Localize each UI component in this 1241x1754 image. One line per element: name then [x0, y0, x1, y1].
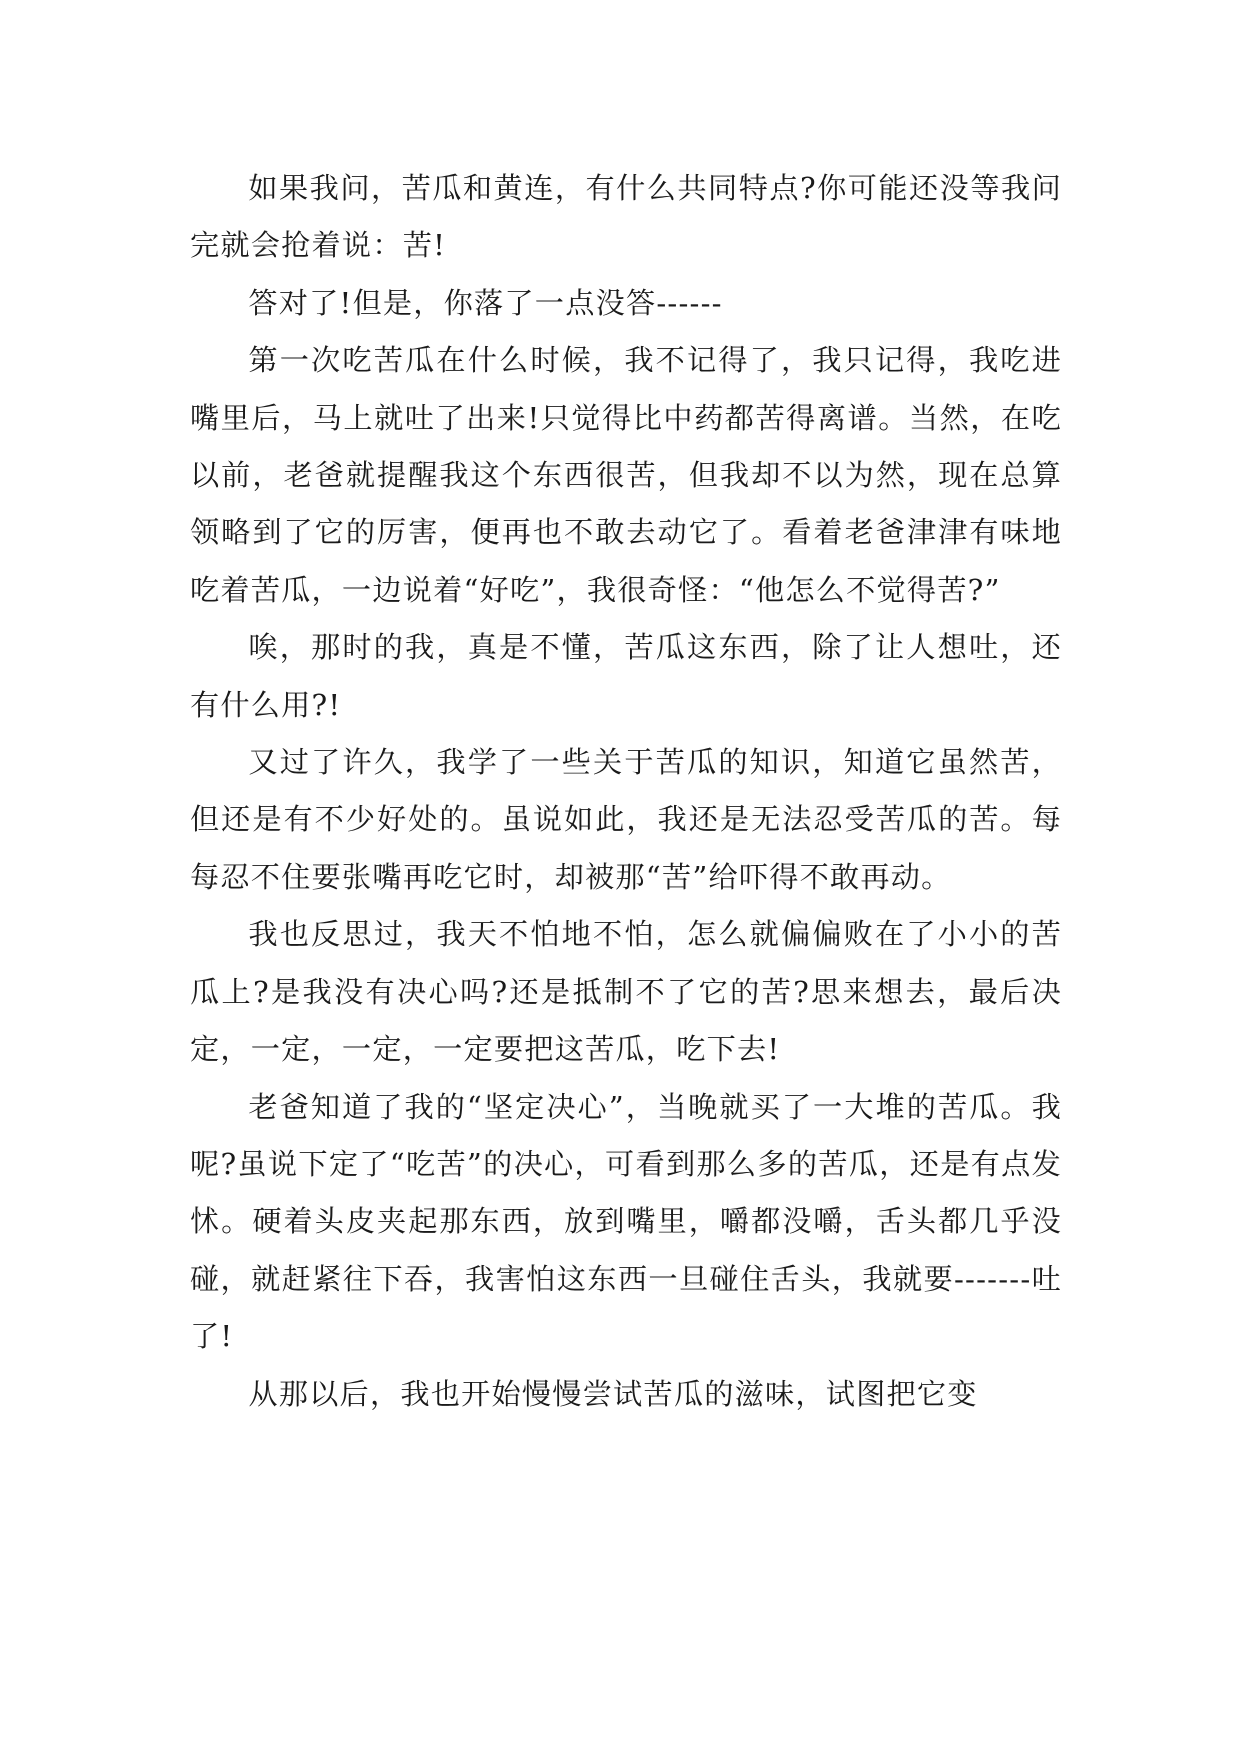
paragraph-7: 老爸知道了我的“坚定决心”，当晚就买了一大堆的苦瓜。我呢?虽说下定了“吃苦”的决心，可看到那么多的苦瓜，还是有点发怵。硬着头皮夹起那东西，放到嘴里，嚼都没嚼，舌头都几乎没碰，就赶紧往下吞，我害怕这东西一旦碰住舌头，我就要-------吐了! — [190, 1089, 1062, 1354]
paragraph-6: 我也反思过，我天不怕地不怕，怎么就偏偏败在了小小的苦瓜上?是我没有决心吗?还是抵制不了它的苦?思来想去，最后决定，一定，一定，一定要把这苦瓜，吃下去! — [190, 917, 1062, 1067]
paragraph-3: 第一次吃苦瓜在什么时候，我不记得了，我只记得，我吃进嘴里后，马上就吐了出来!只觉得比中药都苦得离谱。当然，在吃以前，老爸就提醒我这个东西很苦，但我却不以为然，现在总算领略到了它的厉害，便再也不敢去动它了。看着老爸津津有味地吃着苦瓜，一边说着“好吃”，我很奇怪：“他怎么不觉得苦?” — [190, 343, 1062, 607]
paragraph-2: 答对了!但是，你落了一点没答------ — [248, 285, 723, 320]
paragraph-5: 又过了许久，我学了一些关于苦瓜的知识，知道它虽然苦，但还是有不少好处的。虽说如此，我还是无法忍受苦瓜的苦。每每忍不住要张嘴再吃它时，却被那“苦”给吓得不敢再动。 — [190, 745, 1062, 894]
paragraph-8: 从那以后，我也开始慢慢尝试苦瓜的滋味，试图把它变 — [248, 1376, 978, 1411]
paragraph-1: 如果我问，苦瓜和黄连，有什么共同特点?你可能还没等我问完就会抢着说：苦! — [190, 171, 1062, 263]
paragraph-4: 唉，那时的我，真是不懂，苦瓜这东西，除了让人想吐，还有什么用?! — [190, 630, 1062, 722]
essay-body — [190, 160, 1062, 1423]
